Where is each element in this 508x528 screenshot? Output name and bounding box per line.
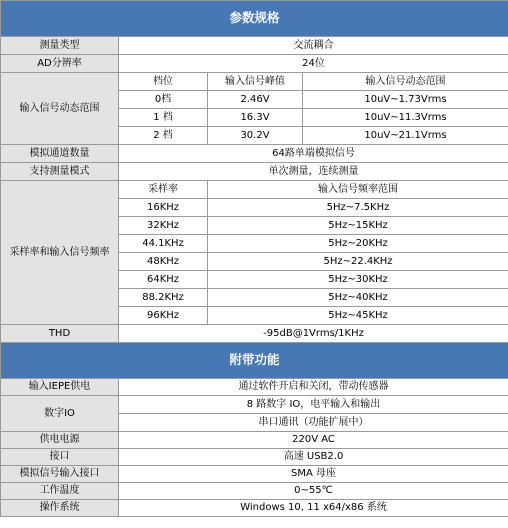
sampling-freq-range: 5Hz~15KHz: [208, 217, 508, 235]
sampling-freq-range: 5Hz~7.5KHz: [208, 199, 508, 217]
input-range-range: 10uV~11.3Vrms: [303, 109, 508, 127]
digital-io-value: 8 路数字 IO，电平输入和输出: [119, 396, 508, 414]
analog-input-port-value: SMA 母座: [119, 466, 508, 483]
input-range-peak: 2.46V: [208, 91, 303, 109]
temperature-label: 工作温度: [1, 483, 119, 500]
input-range-peak: 30.2V: [208, 127, 303, 145]
section-title-extra: 附带功能: [1, 343, 508, 379]
measure-mode-label: 支持测量模式: [1, 163, 119, 181]
input-range-header-peak: 输入信号峰值: [208, 73, 303, 91]
input-range-gear: 2 档: [119, 127, 208, 145]
input-range-label: 输入信号动态范围: [1, 73, 119, 145]
sampling-rate: 44.1KHz: [119, 235, 208, 253]
input-range-gear: 0档: [119, 91, 208, 109]
input-range-range: 10uV~21.1Vrms: [303, 127, 508, 145]
sampling-rate: 64KHz: [119, 271, 208, 289]
power-label: 供电电源: [1, 432, 119, 449]
analog-channels-value: 64路单端模拟信号: [119, 145, 508, 163]
sampling-rate: 88.2KHz: [119, 289, 208, 307]
sampling-rate: 32KHz: [119, 217, 208, 235]
sampling-freq-range: 5Hz~20KHz: [208, 235, 508, 253]
sampling-label: 采样率和输入信号频率: [1, 181, 119, 325]
analog-channels-label: 模拟通道数量: [1, 145, 119, 163]
sampling-rate: 16KHz: [119, 199, 208, 217]
thd-label: THD: [1, 325, 119, 343]
sampling-rate: 48KHz: [119, 253, 208, 271]
interface-value: 高速 USB2.0: [119, 449, 508, 466]
ad-resolution-label: AD分辨率: [1, 55, 119, 73]
input-range-gear: 1 档: [119, 109, 208, 127]
section-title-params: 参数规格: [1, 1, 508, 37]
analog-input-port-label: 模拟信号输入接口: [1, 466, 119, 483]
ad-resolution-value: 24位: [119, 55, 508, 73]
os-label: 操作系统: [1, 500, 119, 517]
measure-mode-value: 单次测量，连续测量: [119, 163, 508, 181]
input-range-range: 10uV~1.73Vrms: [303, 91, 508, 109]
sampling-rate: 96KHz: [119, 307, 208, 325]
input-range-peak: 16.3V: [208, 109, 303, 127]
sampling-freq-range: 5Hz~30KHz: [208, 271, 508, 289]
digital-io-label: 数字IO: [1, 396, 119, 432]
sampling-freq-range: 5Hz~45KHz: [208, 307, 508, 325]
sampling-freq-range: 5Hz~22.4KHz: [208, 253, 508, 271]
sampling-header-rate: 采样率: [119, 181, 208, 199]
measure-type-label: 测量类型: [1, 37, 119, 55]
input-range-header-gear: 档位: [119, 73, 208, 91]
power-value: 220V AC: [119, 432, 508, 449]
os-value: Windows 10, 11 x64/x86 系统: [119, 500, 508, 517]
sampling-freq-range: 5Hz~40KHz: [208, 289, 508, 307]
thd-value: -95dB@1Vrms/1KHz: [119, 325, 508, 343]
input-range-header-range: 输入信号动态范围: [303, 73, 508, 91]
iepe-label: 输入IEPE供电: [1, 379, 119, 396]
temperature-value: 0~55℃: [119, 483, 508, 500]
iepe-value: 通过软件开启和关闭，带动传感器: [119, 379, 508, 396]
measure-type-value: 交流耦合: [119, 37, 508, 55]
sampling-header-freq: 输入信号频率范围: [208, 181, 508, 199]
serial-comm-value: 串口通讯（功能扩展中）: [119, 414, 508, 432]
interface-label: 接口: [1, 449, 119, 466]
